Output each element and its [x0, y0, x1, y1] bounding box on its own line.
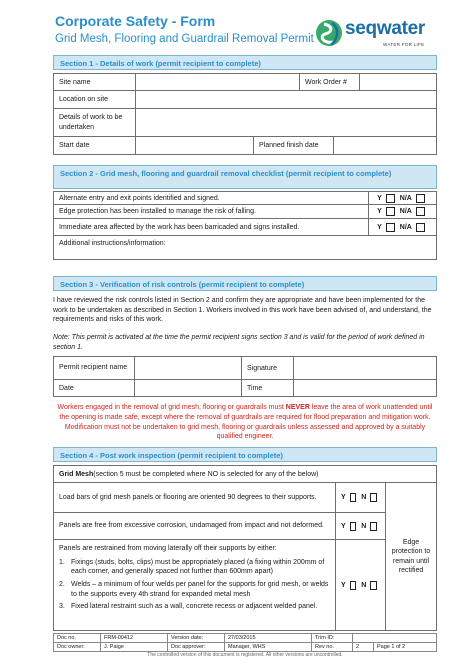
document-control-table — [53, 633, 437, 652]
signature-label: Signature — [242, 356, 294, 380]
safety-warning — [56, 403, 434, 442]
form-subtitle: Grid Mesh, Flooring and Guardrail Removal Permit — [55, 33, 314, 45]
approver-label: Doc approver: — [168, 643, 225, 652]
doc-no-value: FRM-00412 — [101, 634, 168, 643]
time-field[interactable] — [294, 380, 437, 397]
checklist-item-1-options[interactable] — [369, 191, 437, 205]
trim-label: Trim ID: — [312, 634, 353, 643]
na-label: N/A — [399, 208, 412, 215]
time-label: Time — [242, 380, 294, 397]
restraint-intro: Panels are restrained from moving laterally off their supports by either: — [59, 545, 277, 552]
rev-value: 2 — [353, 643, 374, 652]
inspection-item-1-options[interactable] — [336, 483, 386, 513]
finish-date-label: Planned finish date — [254, 137, 334, 155]
na-label: N/A — [399, 194, 412, 202]
additional-instructions-label: Additional instructions/information: — [59, 240, 166, 247]
approver-value: Manager, WHS — [225, 643, 312, 652]
warning-never-emphasis: NEVER — [285, 404, 310, 411]
no-checkbox[interactable] — [370, 522, 377, 531]
option-number: 1. — [59, 558, 65, 566]
option-text: Fixings (studs, bolts, clips) must be appropriately placed (a fixing within 200mm of each corner, and generally spaced not further than 600mm apart) — [71, 558, 325, 576]
additional-instructions-field[interactable] — [53, 236, 437, 260]
water-drop-icon — [315, 18, 343, 48]
yes-checkbox[interactable] — [350, 493, 357, 502]
warning-text-start: Workers engaged in the removal of grid mesh, flooring or guardrails must — [57, 404, 286, 411]
no-label: N — [361, 522, 367, 530]
page-number: Page 1 of 2 — [374, 643, 437, 652]
date-label: Date — [53, 380, 135, 397]
version-label: Version date: — [168, 634, 225, 643]
checklist-item-1: Alternate entry and exit points identified and signed. — [53, 191, 369, 205]
owner-value: J. Paige — [101, 643, 168, 652]
form-title: Corporate Safety - Form — [55, 13, 216, 29]
grid-mesh-header — [53, 465, 437, 483]
checklist-item-3: Immediate area affected by the work has been barricaded and signs installed. — [53, 219, 369, 236]
controlled-version-notice: The controlled version of this document is registered. All other versions are uncontrolled. — [147, 652, 343, 658]
no-checkbox[interactable] — [370, 581, 377, 590]
na-checkbox[interactable] — [416, 194, 425, 203]
location-label: Location on site — [53, 91, 136, 109]
grid-mesh-instruction: (section 5 must be completed where NO is selected for any of the below) — [93, 470, 319, 478]
details-label: Details of work to be undertaken — [53, 109, 136, 137]
logo-tagline: WATER FOR LIFE — [383, 42, 425, 47]
yes-checkbox[interactable] — [350, 581, 357, 590]
signature-field[interactable] — [294, 356, 437, 380]
yes-checkbox[interactable] — [350, 522, 357, 531]
rev-label: Rev no. — [312, 643, 353, 652]
yes-label: Y — [341, 522, 346, 530]
grid-mesh-title: Grid Mesh — [59, 470, 94, 478]
option-text: Welds – a minimum of four welds per panel for the supports for grid mesh, or welds to the supports every 4th strand for expanded metal mesh — [71, 580, 329, 598]
no-checkbox[interactable] — [370, 493, 377, 502]
na-checkbox[interactable] — [416, 223, 425, 232]
na-label: N/A — [399, 223, 412, 231]
na-checkbox[interactable] — [416, 207, 425, 216]
owner-label: Doc owner: — [54, 643, 101, 652]
no-label: N — [361, 581, 367, 589]
inspection-item-3 — [53, 540, 336, 631]
site-name-field[interactable] — [136, 73, 300, 91]
version-value: 27/03/2015 — [225, 634, 312, 643]
start-date-label: Start date — [53, 137, 136, 155]
section2-heading: Section 2 - Grid mesh, flooring and guardrail removal checklist (permit recipient to complete) — [53, 165, 437, 189]
restraint-option-1 — [59, 558, 330, 577]
option-text: Fixed lateral restraint such as a wall, concrete recess or adjacent welded panel. — [71, 603, 318, 611]
verification-statement: I have reviewed the risk controls listed in Section 2 and confirm they are appropriate and have been implemented for the work to be undertaken as described in Section 1. Workers involved in this work have been advised of, and understand, the requirements and risks of this work. — [53, 297, 432, 324]
recipient-name-label: Permit recipient name — [53, 356, 135, 380]
inspection-item-1: Load bars of grid mesh panels or flooring are oriented 90 degrees to their supports. — [53, 483, 336, 513]
no-label: N — [361, 494, 367, 501]
inspection-item-2-options[interactable] — [336, 513, 386, 540]
option-number: 2. — [59, 580, 65, 588]
section1-heading: Section 1 - Details of work (permit recipient to complete) — [53, 55, 437, 70]
activation-note: Note: This permit is activated at the time the permit recipient signs section 3 and is valid for the period of work defined in section 1. — [53, 334, 425, 351]
restraint-option-3 — [59, 602, 330, 612]
checklist-item-2: Edge protection has been installed to manage the risk of falling. — [53, 205, 369, 219]
warning-text-end: leave the area of work unattended until the opening is made safe, except where the removal of guardrails are required for flood preparation and mitigation work. Modification must not be undertaken to grid mesh, flooring or guardrails unless assessed and approved by a suitably qualified engineer. — [59, 404, 433, 441]
yes-checkbox[interactable] — [386, 194, 395, 203]
edge-protection-note: Edge protection to remain until rectified — [386, 483, 437, 631]
yes-label: Y — [377, 208, 382, 215]
finish-date-field[interactable] — [334, 137, 437, 155]
yes-label: Y — [341, 581, 346, 589]
trim-value — [353, 634, 437, 643]
section4-heading: Section 4 - Post work inspection (permit recipient to complete) — [53, 447, 437, 462]
doc-no-label: Doc no. — [54, 634, 101, 643]
work-order-field[interactable] — [360, 73, 437, 91]
site-name-label: Site name — [53, 73, 136, 91]
option-number: 3. — [59, 603, 65, 611]
checklist-item-3-options[interactable] — [369, 219, 437, 236]
yes-label: Y — [341, 494, 346, 501]
recipient-name-field[interactable] — [135, 356, 242, 380]
restraint-option-2 — [59, 580, 330, 599]
logo-wordmark: seqwater — [345, 18, 425, 39]
start-date-field[interactable] — [136, 137, 254, 155]
checklist-item-2-options[interactable] — [369, 205, 437, 219]
details-field[interactable] — [136, 109, 437, 137]
inspection-item-2: Panels are free from excessive corrosion, undamaged from impact and not deformed. — [53, 513, 336, 540]
yes-checkbox[interactable] — [386, 207, 395, 216]
section3-heading: Section 3 - Verification of risk controls (permit recipient to complete) — [53, 276, 437, 291]
seqwater-logo — [315, 16, 445, 52]
location-field[interactable] — [136, 91, 437, 109]
date-field[interactable] — [135, 380, 242, 397]
yes-checkbox[interactable] — [386, 223, 395, 232]
yes-label: Y — [377, 194, 382, 202]
yes-label: Y — [377, 223, 382, 231]
work-order-label: Work Order # — [300, 73, 360, 91]
inspection-item-3-options[interactable] — [336, 540, 386, 631]
